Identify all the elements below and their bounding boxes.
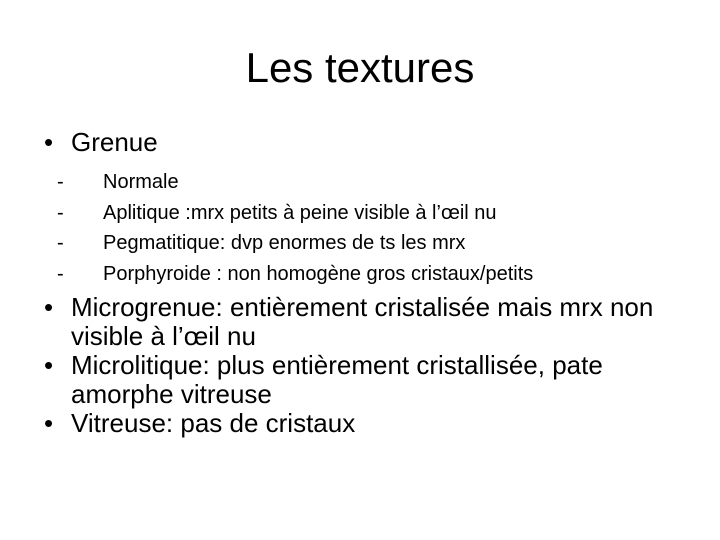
sub-item-porphyroide: [57, 259, 694, 290]
sub-item-text: Pegmatitique: dvp enormes de ts les mrx: [103, 232, 466, 254]
slide-title: Les textures: [245, 44, 475, 91]
sub-list-grenue: [57, 167, 694, 289]
bullet-text: Microlitique: plus entièrement cristallisée, pate amorphe vitreuse: [71, 350, 603, 409]
sub-item-text: Normale: [103, 171, 179, 193]
dash-marker: -: [57, 201, 64, 224]
bullet-item-microlitique: [44, 351, 694, 409]
sub-item-text: Aplitique :mrx petits à peine visible à l’œil nu: [103, 201, 497, 224]
bullet-text: Vitreuse: pas de cristaux: [71, 408, 356, 438]
bullet-marker: •: [44, 292, 54, 322]
sub-item-text: Porphyroide : non homogène gros cristaux/petits: [103, 262, 534, 285]
sub-item-pegmatitique: [57, 228, 694, 259]
bullet-text: Microgrenue: entièrement cristalisée mais mrx non visible à l’œil nu: [71, 292, 654, 351]
bullet-marker: •: [44, 350, 54, 380]
sub-item-normale: [57, 167, 694, 198]
dash-marker: -: [57, 171, 64, 193]
slide-content: [44, 128, 694, 438]
bullet-item-vitreuse: [44, 409, 694, 438]
bullet-text: Grenue: [71, 127, 158, 157]
dash-marker: -: [57, 232, 64, 254]
bullet-item-grenue: [44, 128, 694, 157]
bullet-item-microgrenue: [44, 293, 694, 351]
sub-item-aplitique: [57, 198, 694, 229]
dash-marker: -: [57, 262, 64, 285]
bullet-marker: •: [44, 127, 54, 157]
bullet-marker: •: [44, 408, 54, 438]
